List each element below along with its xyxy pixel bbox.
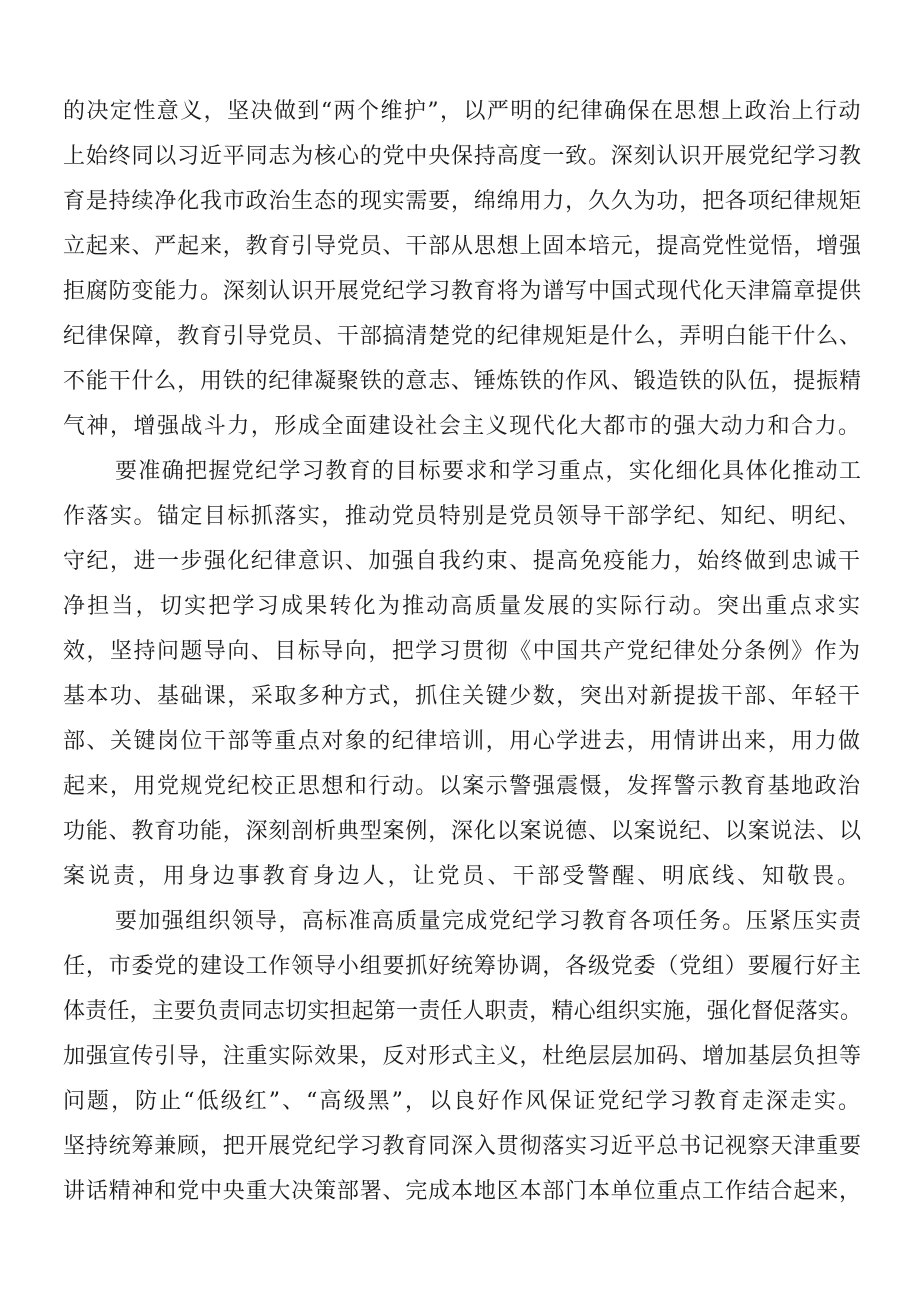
paragraph-first-line: 要准确把握党纪学习教育的目标要求和学习重点，实化细化具体化推动工	[115, 459, 863, 484]
text-line: 案说责，用身边事教育身边人，让党员、干部受警醒、明底线、知敬畏。	[63, 864, 863, 889]
text-line: 体责任，主要负责同志切实担起第一责任人职责，精心组织实施，强化督促落实。	[63, 999, 863, 1024]
text-line: 部、关键岗位干部等重点对象的纪律培训，用心学进去，用情讲出来，用力做	[63, 729, 862, 754]
text-line: 立起来、严起来，教育引导党员、干部从思想上固本培元，提高党性觉悟，增强	[63, 234, 862, 259]
paragraph-first-line: 要加强组织领导，高标准高质量完成党纪学习教育各项任务。压紧压实责	[115, 909, 863, 934]
text-line: 不能干什么，用铁的纪律凝聚铁的意志、锤炼铁的作风、锻造铁的队伍，提振精	[63, 369, 862, 394]
text-line: 拒腐防变能力。深刻认识开展党纪学习教育将为谱写中国式现代化天津篇章提供	[63, 279, 862, 304]
text-line: 育是持续净化我市政治生态的现实需要，绵绵用力，久久为功，把各项纪律规矩	[63, 189, 862, 214]
text-line: 气神，增强战斗力，形成全面建设社会主义现代化大都市的强大动力和合力。	[63, 414, 862, 439]
text-line: 守纪，进一步强化纪律意识、加强自我约束、提高免疫能力，始终做到忠诚干	[63, 549, 862, 574]
text-line: 坚持统筹兼顾，把开展党纪学习教育同深入贯彻落实习近平总书记视察天津重要	[63, 1134, 862, 1159]
text-line: 净担当，切实把学习成果转化为推动高质量发展的实际行动。突出重点求实	[63, 594, 863, 619]
text-line: 效，坚持问题导向、目标导向，把学习贯彻《中国共产党纪律处分条例》作为	[63, 639, 862, 664]
text-line: 加强宣传引导，注重实际效果，反对形式主义，杜绝层层加码、增加基层负担等	[63, 1044, 862, 1069]
text-line: 作落实。锚定目标抓落实，推动党员特别是党员领导干部学纪、知纪、明纪、	[63, 504, 862, 529]
text-line: 基本功、基础课，采取多种方式，抓住关键少数，突出对新提拔干部、年轻干	[63, 684, 862, 709]
text-line: 上始终同以习近平同志为核心的党中央保持高度一致。深刻认识开展党纪学习教	[63, 144, 862, 169]
text-line: 起来，用党规党纪校正思想和行动。以案示警强震慑，发挥警示教育基地政治	[63, 774, 862, 799]
text-line: 纪律保障，教育引导党员、干部搞清楚党的纪律规矩是什么，弄明白能干什么、	[63, 324, 862, 349]
text-line: 的决定性意义，坚决做到“两个维护”，以严明的纪律确保在思想上政治上行动	[63, 99, 862, 124]
text-line: 问题，防止“低级红”、“高级黑”，以良好作风保证党纪学习教育走深走实。	[63, 1089, 863, 1114]
text-line: 讲话精神和党中央重大决策部署、完成本地区本部门本单位重点工作结合起来，	[63, 1179, 862, 1204]
text-line: 功能、教育功能，深刻剖析典型案例，深化以案说德、以案说纪、以案说法、以	[63, 819, 862, 844]
text-line: 任，市委党的建设工作领导小组要抓好统筹协调，各级党委（党组）要履行好主	[63, 954, 862, 979]
